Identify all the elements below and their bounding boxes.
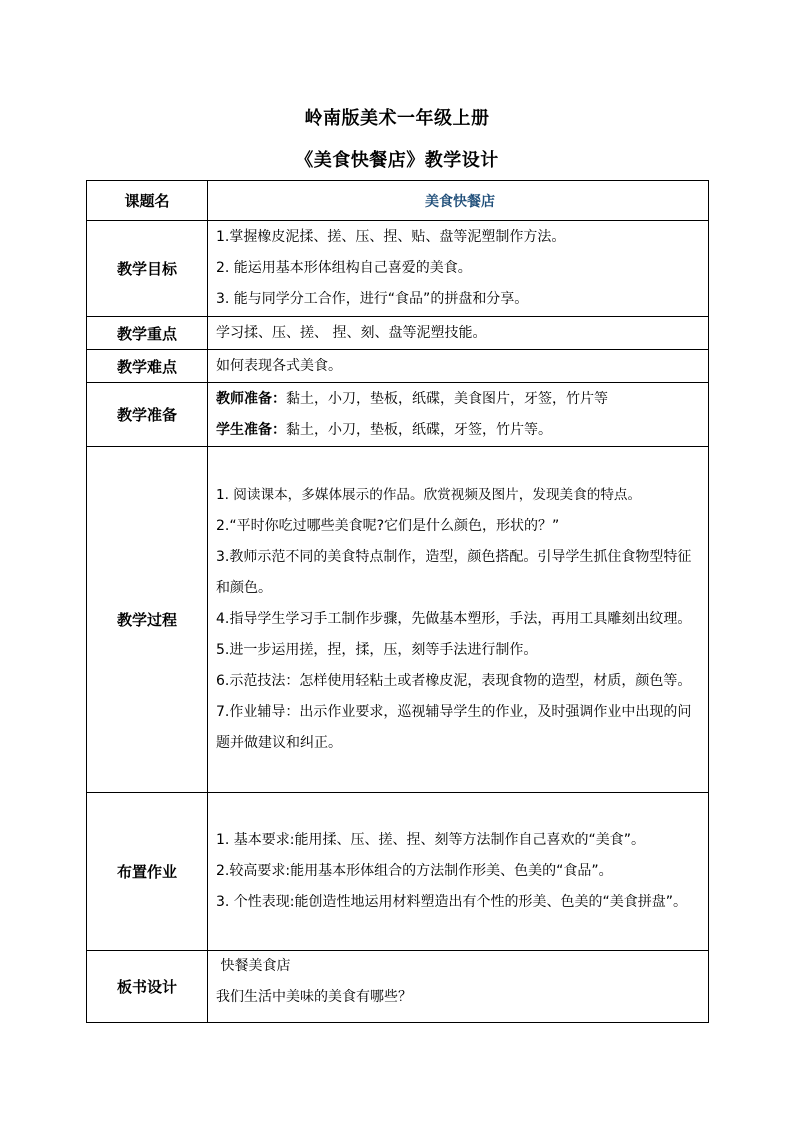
board-line: 我们生活中美味的美食有哪些？ (216, 989, 412, 1005)
table-row (87, 951, 709, 1023)
list-item: 3. 个性表现:能创造性地运用材料塑造出有个性的形美、色美的“美食拼盘”。 (216, 894, 688, 910)
list-item: 2. 能运用基本形体组构自己喜爱的美食。 (216, 260, 472, 276)
list-item: 4.指导学生学习手工制作步骤，先做基本塑形，手法，再用工具雕刻出纹理。 (216, 611, 692, 627)
document-subtitle: 《美食快餐店》教学设计 (295, 150, 499, 171)
list-item: 2.“平时你吃过哪些美食呢?它们是什么颜色，形状的？” (216, 518, 560, 534)
teacher-prep (216, 384, 704, 415)
teacher-prep-label: 教师准备： (216, 390, 286, 407)
process-label: 教学过程 (87, 447, 208, 793)
board-label: 板书设计 (87, 951, 208, 1023)
board-line: 快餐美食店 (216, 958, 291, 974)
key-label: 教学重点 (87, 317, 208, 350)
list-item: 1. 阅读课本，多媒体展示的作品。欣赏视频及图片，发现美食的特点。 (216, 487, 642, 503)
student-prep-label: 学生准备： (216, 421, 286, 438)
table-row (87, 221, 709, 317)
lesson-plan-table (86, 180, 709, 1023)
table-row (87, 383, 709, 447)
list-item: 7.作业辅导：出示作业要求，巡视辅导学生的作业，及时强调作业中出现的问题并做建议和纠正。 (216, 704, 692, 751)
list-item: 3.教师示范不同的美食特点制作，造型，颜色搭配。引导学生抓住食物型特征和颜色。 (216, 549, 692, 596)
key-text: 学习揉、压、搓、 捏、刻、盘等泥塑技能。 (216, 324, 487, 341)
document-title: 岭南版美术一年级上册 (304, 108, 490, 129)
difficulty-label: 教学难点 (87, 350, 208, 383)
topic-label: 课题名 (87, 181, 208, 221)
difficulty-value (208, 350, 709, 383)
key-value (208, 317, 709, 350)
student-prep-value: 黏土，小刀，垫板，纸碟，牙签，竹片等。 (286, 421, 552, 438)
table-row (87, 350, 709, 383)
homework-cell (208, 793, 709, 951)
teacher-prep-value: 黏土，小刀，垫板，纸碟，美食图片，牙签，竹片等 (286, 390, 608, 407)
table-row (87, 447, 709, 793)
goals-cell (208, 221, 709, 317)
homework-label: 布置作业 (87, 793, 208, 951)
list-item: 1. 基本要求:能用揉、压、搓、捏、刻等方法制作自己喜欢的“美食”。 (216, 832, 646, 848)
student-prep (216, 415, 704, 446)
list-item: 6.示范技法：怎样使用轻粘土或者橡皮泥，表现食物的造型，材质，颜色等。 (216, 673, 692, 689)
board-cell (208, 951, 709, 1023)
list-item: 1.掌握橡皮泥揉、搓、压、捏、贴、盘等泥塑制作方法。 (216, 229, 566, 245)
list-item: 5.进一步运用搓，捏，揉，压，刻等手法进行制作。 (216, 642, 538, 658)
prep-label: 教学准备 (87, 383, 208, 447)
difficulty-text: 如何表现各式美食。 (216, 357, 342, 374)
table-row (87, 793, 709, 951)
table-row (87, 317, 709, 350)
table-row (87, 181, 709, 221)
list-item: 3. 能与同学分工合作，进行“食品”的拼盘和分享。 (216, 291, 529, 307)
process-cell (208, 447, 709, 793)
prep-cell (208, 383, 709, 447)
goals-label: 教学目标 (87, 221, 208, 317)
topic-value: 美食快餐店 (208, 181, 709, 221)
list-item: 2.较高要求:能用基本形体组合的方法制作形美、色美的“食品”。 (216, 863, 613, 879)
